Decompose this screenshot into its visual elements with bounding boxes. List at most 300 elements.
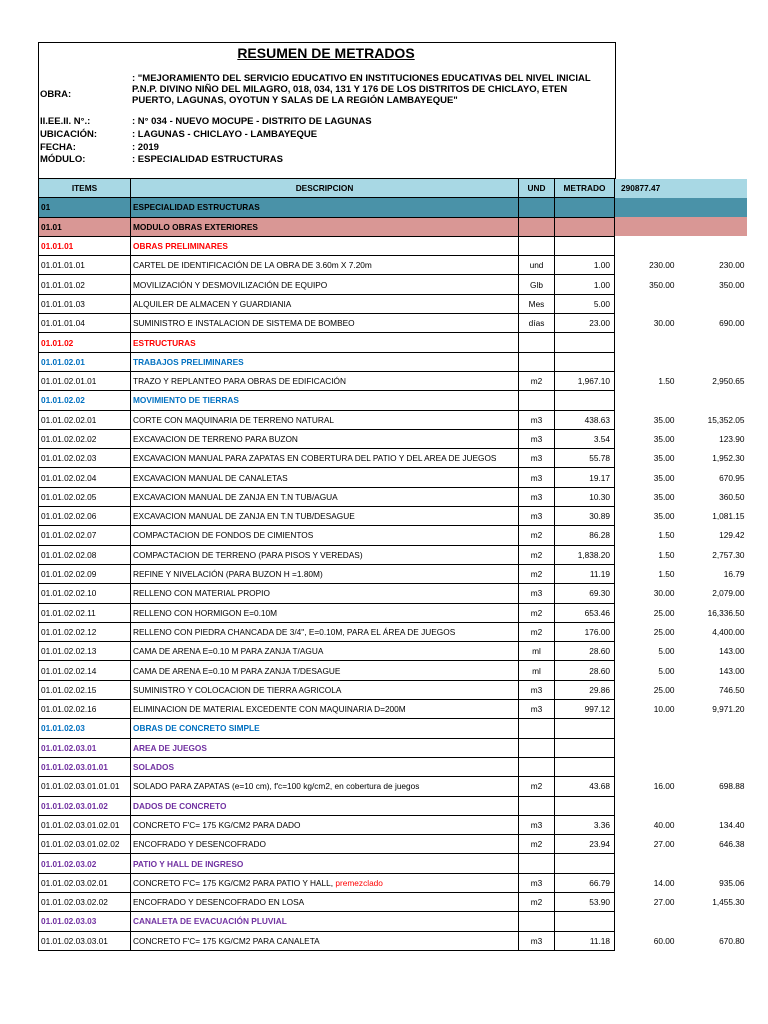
row-description [131,198,519,217]
table-row [39,526,747,545]
row-item [39,892,131,911]
row-item [39,564,131,583]
row-price-text: 40.00 [653,819,675,830]
row-metrado [555,468,615,487]
row-item-text: 01.01.02.03.01.02.01 [41,819,120,830]
row-item-text: 01.01.02.02.06 [41,511,97,522]
row-unit-text: m3 [530,511,543,522]
row-total [677,719,747,738]
row-unit [519,642,555,661]
row-price-text: 30.00 [653,318,675,329]
row-total [677,584,747,603]
table-row [39,738,747,757]
row-item-text: 01.01.02.02 [41,395,85,406]
row-total-text: 9,971.20 [712,704,745,715]
row-total [677,275,747,294]
row-item [39,642,131,661]
row-unit [519,777,555,796]
row-item-text: 01.01.02.03.01 [41,742,97,753]
col-grand-total: 290877.47 [615,179,747,198]
row-metrado-text: 86.28 [589,530,610,541]
row-description-text: SOLADOS [133,762,175,773]
row-unit [519,198,555,217]
row-item-text: 01.01.02.02.16 [41,704,97,715]
row-metrado [555,564,615,583]
row-price-text: 27.00 [653,897,675,908]
row-unit [519,738,555,757]
row-total [677,526,747,545]
row-description-text: TRABAJOS PRELIMINARES [133,356,244,367]
row-unit [519,584,555,603]
table-row [39,815,747,834]
row-metrado [555,931,615,950]
row-unit [519,256,555,275]
row-total-text: 670.95 [719,472,745,483]
row-total [677,892,747,911]
table-row [39,449,747,468]
row-item [39,757,131,776]
row-description [131,912,519,931]
row-unit [519,429,555,448]
table-row [39,256,747,275]
row-metrado [555,391,615,410]
row-unit [519,622,555,641]
row-description [131,507,519,526]
row-total [677,796,747,815]
row-description-text: COMPACTACION DE FONDOS DE CIMIENTOS [133,530,314,541]
row-total [677,564,747,583]
row-item [39,719,131,738]
iiee-label: II.EE.II. N°.: [40,116,91,127]
row-unit-text: m3 [530,588,543,599]
row-price [615,487,677,506]
row-description-text: CAMA DE ARENA E=0.10 M PARA ZANJA T/AGUA [133,646,324,657]
row-unit [519,854,555,873]
row-description [131,236,519,255]
row-unit-text: días [528,318,545,329]
row-unit [519,545,555,564]
row-item-text: 01.01.02.03.01.01.01 [41,781,120,792]
row-unit-text: m3 [530,935,543,946]
row-item-text: 01.01.02.02.09 [41,569,97,580]
row-price [615,757,677,776]
row-total-text: 1,455.30 [712,897,745,908]
row-description-text: SUMINISTRO Y COLOCACION DE TIERRA AGRICOLA [133,684,342,695]
row-description-text: ALQUILER DE ALMACEN Y GUARDIANIA [133,298,292,309]
row-price-text: 1.50 [658,549,675,560]
row-total [677,256,747,275]
row-metrado [555,835,615,854]
row-item [39,256,131,275]
row-price [615,854,677,873]
row-description-text: EXCAVACION MANUAL DE ZANJA EN T.N TUB/DESAGUE [133,511,355,522]
row-description-text: MOVILIZACIÓN Y DESMOVILIZACIÓN DE EQUIPO [133,279,328,290]
row-metrado-text: 11.19 [589,569,610,580]
table-row [39,719,747,738]
row-unit [519,507,555,526]
table-row [39,622,747,641]
row-item-text: 01.01.01.01 [41,260,85,271]
row-metrado [555,873,615,892]
row-description [131,314,519,333]
row-price-text: 25.00 [653,607,675,618]
row-item [39,198,131,217]
row-item [39,622,131,641]
row-unit-text: m2 [530,781,543,792]
row-unit [519,275,555,294]
row-unit-text: m2 [530,376,543,387]
row-metrado [555,603,615,622]
row-item [39,584,131,603]
row-item [39,738,131,757]
row-unit-text: m2 [530,549,543,560]
row-price [615,371,677,390]
row-unit [519,314,555,333]
row-metrado [555,892,615,911]
row-unit-text: m3 [530,434,543,444]
row-metrado [555,854,615,873]
row-unit-text: m3 [530,704,543,715]
row-unit [519,815,555,834]
row-metrado-text: 1.00 [593,260,610,271]
row-unit [519,892,555,911]
row-total [677,314,747,333]
ubicacion-value: : LAGUNAS - CHICLAYO - LAMBAYEQUE [132,129,318,140]
row-description-text: OBRAS PRELIMINARES [133,241,228,252]
table-row [39,892,747,911]
row-description [131,873,519,892]
row-description [131,777,519,796]
row-price [615,873,677,892]
row-description-text: EXCAVACION MANUAL DE CANALETAS [133,472,288,483]
row-unit-text: m3 [530,819,543,830]
row-item-text: 01.01.02.02.13 [41,646,97,657]
row-description [131,294,519,313]
row-description [131,622,519,641]
table-row [39,700,747,719]
row-unit [519,391,555,410]
row-unit-text: m3 [530,414,543,425]
row-item-text: 01.01.02.02.07 [41,530,97,541]
row-unit-text: Mes [528,298,545,309]
table-row [39,275,747,294]
row-item-text: 01.01.02.02.04 [41,472,97,483]
row-metrado-text: 28.60 [589,665,610,676]
row-total-text: 15,352.05 [707,414,745,425]
row-price [615,700,677,719]
row-item-text: 01.01.02.03.01.02 [41,800,108,811]
row-price [615,912,677,931]
row-metrado [555,545,615,564]
row-metrado-text: 29.86 [589,684,610,695]
row-price [615,429,677,448]
row-price [615,892,677,911]
row-item [39,796,131,815]
row-item [39,931,131,950]
row-description-text: MODULO OBRAS EXTERIORES [133,221,258,232]
row-metrado [555,410,615,429]
row-price [615,256,677,275]
row-unit-text: und [529,260,544,271]
row-total [677,835,747,854]
row-description [131,642,519,661]
row-unit [519,873,555,892]
row-item [39,815,131,834]
row-metrado-text: 43.68 [589,781,610,792]
row-price [615,507,677,526]
row-total [677,854,747,873]
row-item-text: 01.01.02.03.02.02 [41,897,108,908]
row-total [677,603,747,622]
row-total-text: 143.00 [719,665,745,676]
row-unit-text: m2 [530,569,543,580]
row-description [131,700,519,719]
row-description [131,680,519,699]
row-item-text: 01.01.02.02.03 [41,453,97,464]
row-total [677,217,747,236]
row-total-text: 4,400.00 [712,626,745,637]
row-total [677,642,747,661]
fecha-value: : 2019 [132,142,159,153]
table-row [39,796,747,815]
col-metrado: METRADO [555,179,615,198]
row-total [677,873,747,892]
table-row [39,429,747,448]
row-metrado [555,314,615,333]
row-description [131,391,519,410]
row-metrado-text: 23.00 [589,318,610,329]
row-description-text: TRAZO Y REPLANTEO PARA OBRAS DE EDIFICACIÓN [133,376,347,387]
row-total-text: 646.38 [719,839,745,850]
row-total [677,545,747,564]
table-row [39,468,747,487]
row-price-text: 35.00 [653,414,675,425]
row-description-text: RELLENO CON PIEDRA CHANCADA DE 3/4", E=0.10M, PARA EL ÁREA DE JUEGOS [133,626,456,637]
row-item-text: 01.01.02.03.01.01 [41,762,108,773]
modulo-label: MÓDULO: [40,154,86,165]
row-price-text: 30.00 [653,588,675,599]
row-description [131,371,519,390]
row-total [677,700,747,719]
table-row [39,777,747,796]
row-item [39,333,131,352]
row-unit-text: m2 [530,607,543,618]
row-unit [519,931,555,950]
row-unit [519,371,555,390]
row-unit [519,661,555,680]
col-descripcion: DESCRIPCION [131,179,519,198]
row-metrado-text: 53.90 [589,897,610,908]
row-description-text: PATIO Y HALL DE INGRESO [133,858,244,869]
row-metrado [555,507,615,526]
row-item [39,352,131,371]
row-description-text: CANALETA DE EVACUACIÓN PLUVIAL [133,916,287,927]
row-item [39,449,131,468]
row-item [39,468,131,487]
row-item [39,217,131,236]
row-item-text: 01.01.02.02.01 [41,414,97,425]
row-total-text: 2,757.30 [712,549,745,560]
row-metrado-text: 69.30 [589,588,610,599]
row-price-text: 35.00 [653,453,675,464]
row-unit [519,526,555,545]
row-item [39,507,131,526]
table-row [39,835,747,854]
row-total-text: 1,081.15 [712,511,745,522]
row-item-text: 01.01.01.02 [41,279,85,290]
row-price [615,796,677,815]
row-description [131,352,519,371]
obra-value: : "MEJORAMIENTO DEL SERVICIO EDUCATIVO EN INSTITUCIONES EDUCATIVAS DEL NIVEL INICIAL P.N.P. DIVINO NIÑO DEL MILAGRO, 018, 034, 131 Y 176 DE LOS DISTRITOS DE CHICLAYO, ETEN PUERTO, LAGUNAS, OYOTUN Y SALAS DE LA REGIÓN LAMBAYEQUE" [132,73,591,106]
row-item [39,661,131,680]
row-unit [519,757,555,776]
row-description [131,256,519,275]
row-unit [519,564,555,583]
row-item-text: 01.01.01.03 [41,298,85,309]
header-box [38,42,616,179]
row-total-text: 2,950.65 [712,376,745,387]
row-metrado-text: 5.00 [593,298,610,309]
row-price [615,352,677,371]
row-item [39,487,131,506]
row-price [615,603,677,622]
row-price [615,198,677,217]
table-row [39,371,747,390]
row-item-text: 01.01.01 [41,241,74,252]
row-metrado [555,719,615,738]
row-metrado-text: 1,967.10 [577,376,610,387]
row-metrado [555,333,615,352]
row-total-text: 143.00 [719,646,745,657]
row-unit [519,468,555,487]
row-description-text: ENCOFRADO Y DESENCOFRADO [133,839,266,850]
row-total [677,468,747,487]
row-item-text: 01.01.02.01 [41,356,85,367]
row-description-text: CONCRETO F'C= 175 KG/CM2 PARA DADO [133,819,301,830]
row-item-text: 01.01.02 [41,337,74,348]
row-price [615,661,677,680]
row-price [615,275,677,294]
row-metrado [555,912,615,931]
row-item [39,873,131,892]
table-row [39,757,747,776]
row-metrado-text: 653.46 [584,607,610,618]
row-unit-text: m3 [530,877,543,888]
row-total [677,507,747,526]
row-price [615,564,677,583]
row-description [131,835,519,854]
row-item-text: 01.01.02.03.01.02.02 [41,839,120,850]
row-price [615,294,677,313]
row-item [39,429,131,448]
row-unit-text: m2 [530,839,543,850]
table-row [39,661,747,680]
row-metrado [555,680,615,699]
table-row [39,217,747,236]
table-row [39,333,747,352]
row-total [677,198,747,217]
row-description-text: COMPACTACION DE TERRENO (PARA PISOS Y VEREDAS) [133,549,363,560]
row-unit [519,236,555,255]
table-row [39,410,747,429]
row-price [615,642,677,661]
table-row [39,507,747,526]
page-title: RESUMEN DE METRADOS [237,45,415,61]
row-unit [519,835,555,854]
row-description-text: ELIMINACION DE MATERIAL EXCEDENTE CON MAQUINARIA D=200M [133,704,406,715]
row-description [131,738,519,757]
row-description [131,545,519,564]
row-metrado [555,294,615,313]
table-row [39,603,747,622]
row-description [131,854,519,873]
row-item [39,835,131,854]
row-unit-text: m2 [530,530,543,541]
row-price-text: 14.00 [653,877,675,888]
row-description-text: ESTRUCTURAS [133,337,196,348]
row-description-text: RELLENO CON HORMIGON E=0.10M [133,607,278,618]
row-price-text: 230.00 [649,260,675,271]
row-price [615,719,677,738]
row-metrado [555,236,615,255]
row-total [677,912,747,931]
row-item-text: 01.01.02.02.14 [41,665,97,676]
row-metrado [555,198,615,217]
row-total [677,449,747,468]
row-description [131,757,519,776]
row-price [615,217,677,236]
row-metrado-text: 66.79 [589,877,610,888]
row-price-text: 1.50 [658,376,675,387]
row-unit [519,352,555,371]
row-metrado [555,526,615,545]
row-metrado [555,487,615,506]
row-total [677,371,747,390]
obra-label: OBRA: [40,89,72,100]
row-item-text: 01.01 [41,221,62,232]
row-item [39,700,131,719]
row-unit-text: m3 [530,453,543,464]
row-price [615,584,677,603]
row-description-text: AREA DE JUEGOS [133,742,207,753]
row-unit [519,796,555,815]
row-unit [519,217,555,236]
row-price [615,333,677,352]
row-total [677,236,747,255]
row-price-text: 27.00 [653,839,675,850]
row-description [131,487,519,506]
row-unit-text: m3 [530,684,543,695]
row-description-text: CAMA DE ARENA E=0.10 M PARA ZANJA T/DESAGUE [133,665,341,676]
row-price [615,738,677,757]
row-description [131,449,519,468]
row-price-text: 35.00 [653,472,675,483]
row-total-text: 2,079.00 [712,588,745,599]
row-price-text: 5.00 [658,665,675,676]
row-description-text: CORTE CON MAQUINARIA DE TERRENO NATURAL [133,414,334,425]
row-metrado-text: 19.17 [589,472,610,483]
row-description [131,217,519,236]
row-metrado [555,738,615,757]
row-price [615,835,677,854]
row-description [131,333,519,352]
row-price [615,815,677,834]
row-description-text: SOLADO PARA ZAPATAS (e=10 cm), f'c=100 kg/cm2, en cobertura de juegos [133,781,420,792]
row-metrado [555,429,615,448]
row-price-text: 1.50 [658,530,675,541]
row-description [131,564,519,583]
row-metrado-text: 55.78 [589,453,610,464]
